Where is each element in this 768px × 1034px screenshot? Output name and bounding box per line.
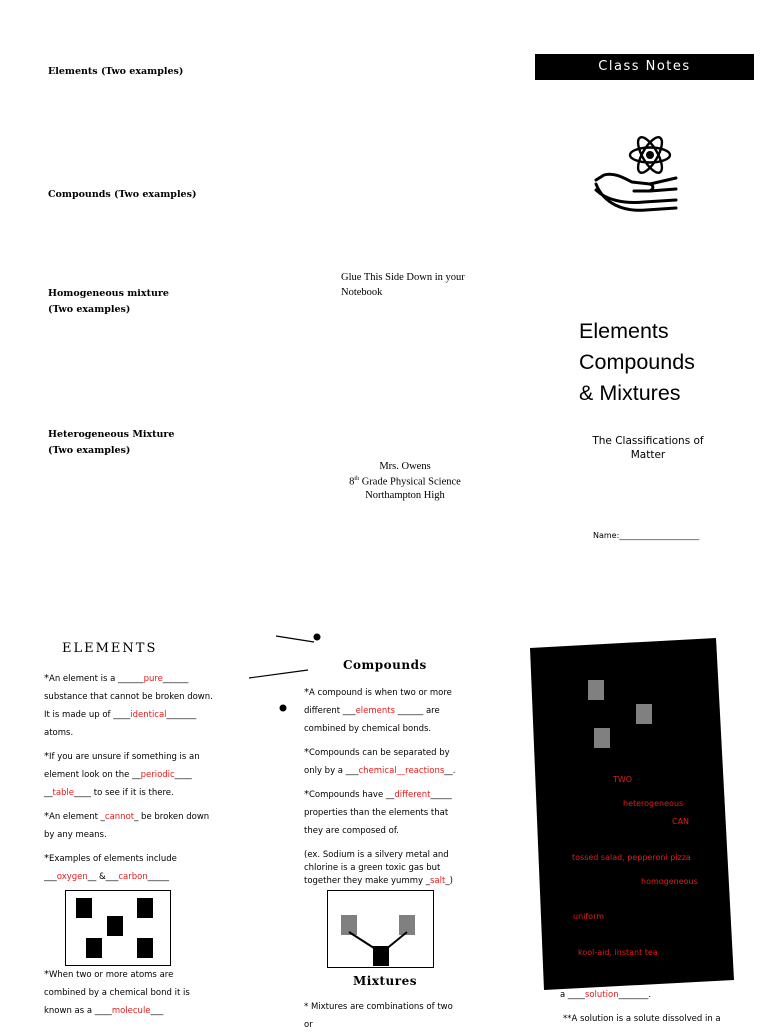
cover-subtitle: The Classifications of Matter [592,435,704,461]
compounds-para-4: (ex. Sodium is a silvery metal and chlorine is a green toxic gas but together they make yummy _salt_) [304,850,453,886]
mixtures-para-1: * Mixtures are combinations of two or [304,1002,453,1030]
panel-word-kool-aid: kool-aid, instant tea [578,948,658,957]
elements-para-3: *An element _cannot_ be broken down by any means. [44,811,210,840]
school-name: Northampton High [365,489,445,501]
title-line-1: Elements [579,319,669,343]
panel-word-can: CAN [672,817,690,826]
panel-word-uniform: uniform [573,912,605,921]
title-line-3: & Mixtures [579,381,681,405]
atom-in-hand-icon [594,134,678,216]
label-homogeneous-examples: Homogeneous mixture (Two examples) [48,288,169,315]
course-name: 8th Grade Physical Science [349,476,461,488]
panel-word-tossed-salad: tossed salad, pepperoni pizza [572,853,691,862]
glue-note: Glue This Side Down in your Notebook [341,272,465,298]
title-line-2: Compounds [579,350,695,374]
teacher-name: Mrs. Owens [379,461,431,472]
compounds-para-2: *Compounds can be separated by only by a ___chemical__reactions__. [304,747,456,776]
compound-molecule-diagram [327,890,434,968]
black-overlay-panel [526,634,738,1000]
compounds-notes [304,684,464,846]
class-notes-banner: Class Notes [535,54,754,80]
compounds-para-3: *Compounds have __different_____ properties than the elements that they are composed of. [304,789,452,836]
elements-para-2: *If you are unsure if something is an element look on the __periodic____ __table____ to see if it is there. [44,751,200,798]
elements-para-4: *Examples of elements include ___oxygen__ &___carbon_____ [44,853,177,882]
mixtures-heading: Mixtures [353,974,417,988]
panel-word-homogeneous: homogeneous [641,877,698,886]
label-elements-examples: Elements (Two examples) [48,66,184,77]
solution-definition: **A solution is a solute dissolved in a [563,1014,721,1024]
label-compounds-examples: Compounds (Two examples) [48,189,197,200]
elements-notes [44,670,214,892]
elements-para-1: *An element is a ______pure______ substance that cannot be broken down. It is made up of ____identical_______ atoms. [44,673,213,738]
name-field-label: Name:____________________ [593,531,700,540]
solution-line: a ____solution_______. [560,990,652,1000]
label-heterogeneous-examples: Heterogeneous Mixture (Two examples) [48,429,175,456]
elements-para-5: *When two or more atoms are combined by a chemical bond it is known as a ____molecule___ [44,969,190,1016]
compounds-heading: Compounds [343,658,427,672]
element-atoms-diagram [65,890,171,966]
cover-title [579,316,695,409]
panel-word-two: TWO [613,775,633,784]
teacher-info [320,460,490,502]
elements-heading: ELEMENTS [62,641,158,656]
panel-word-heterogeneous: heterogeneous [623,799,684,808]
compounds-para-1: *A compound is when two or more different ___elements ______ are combined by chemical bonds. [304,687,452,734]
